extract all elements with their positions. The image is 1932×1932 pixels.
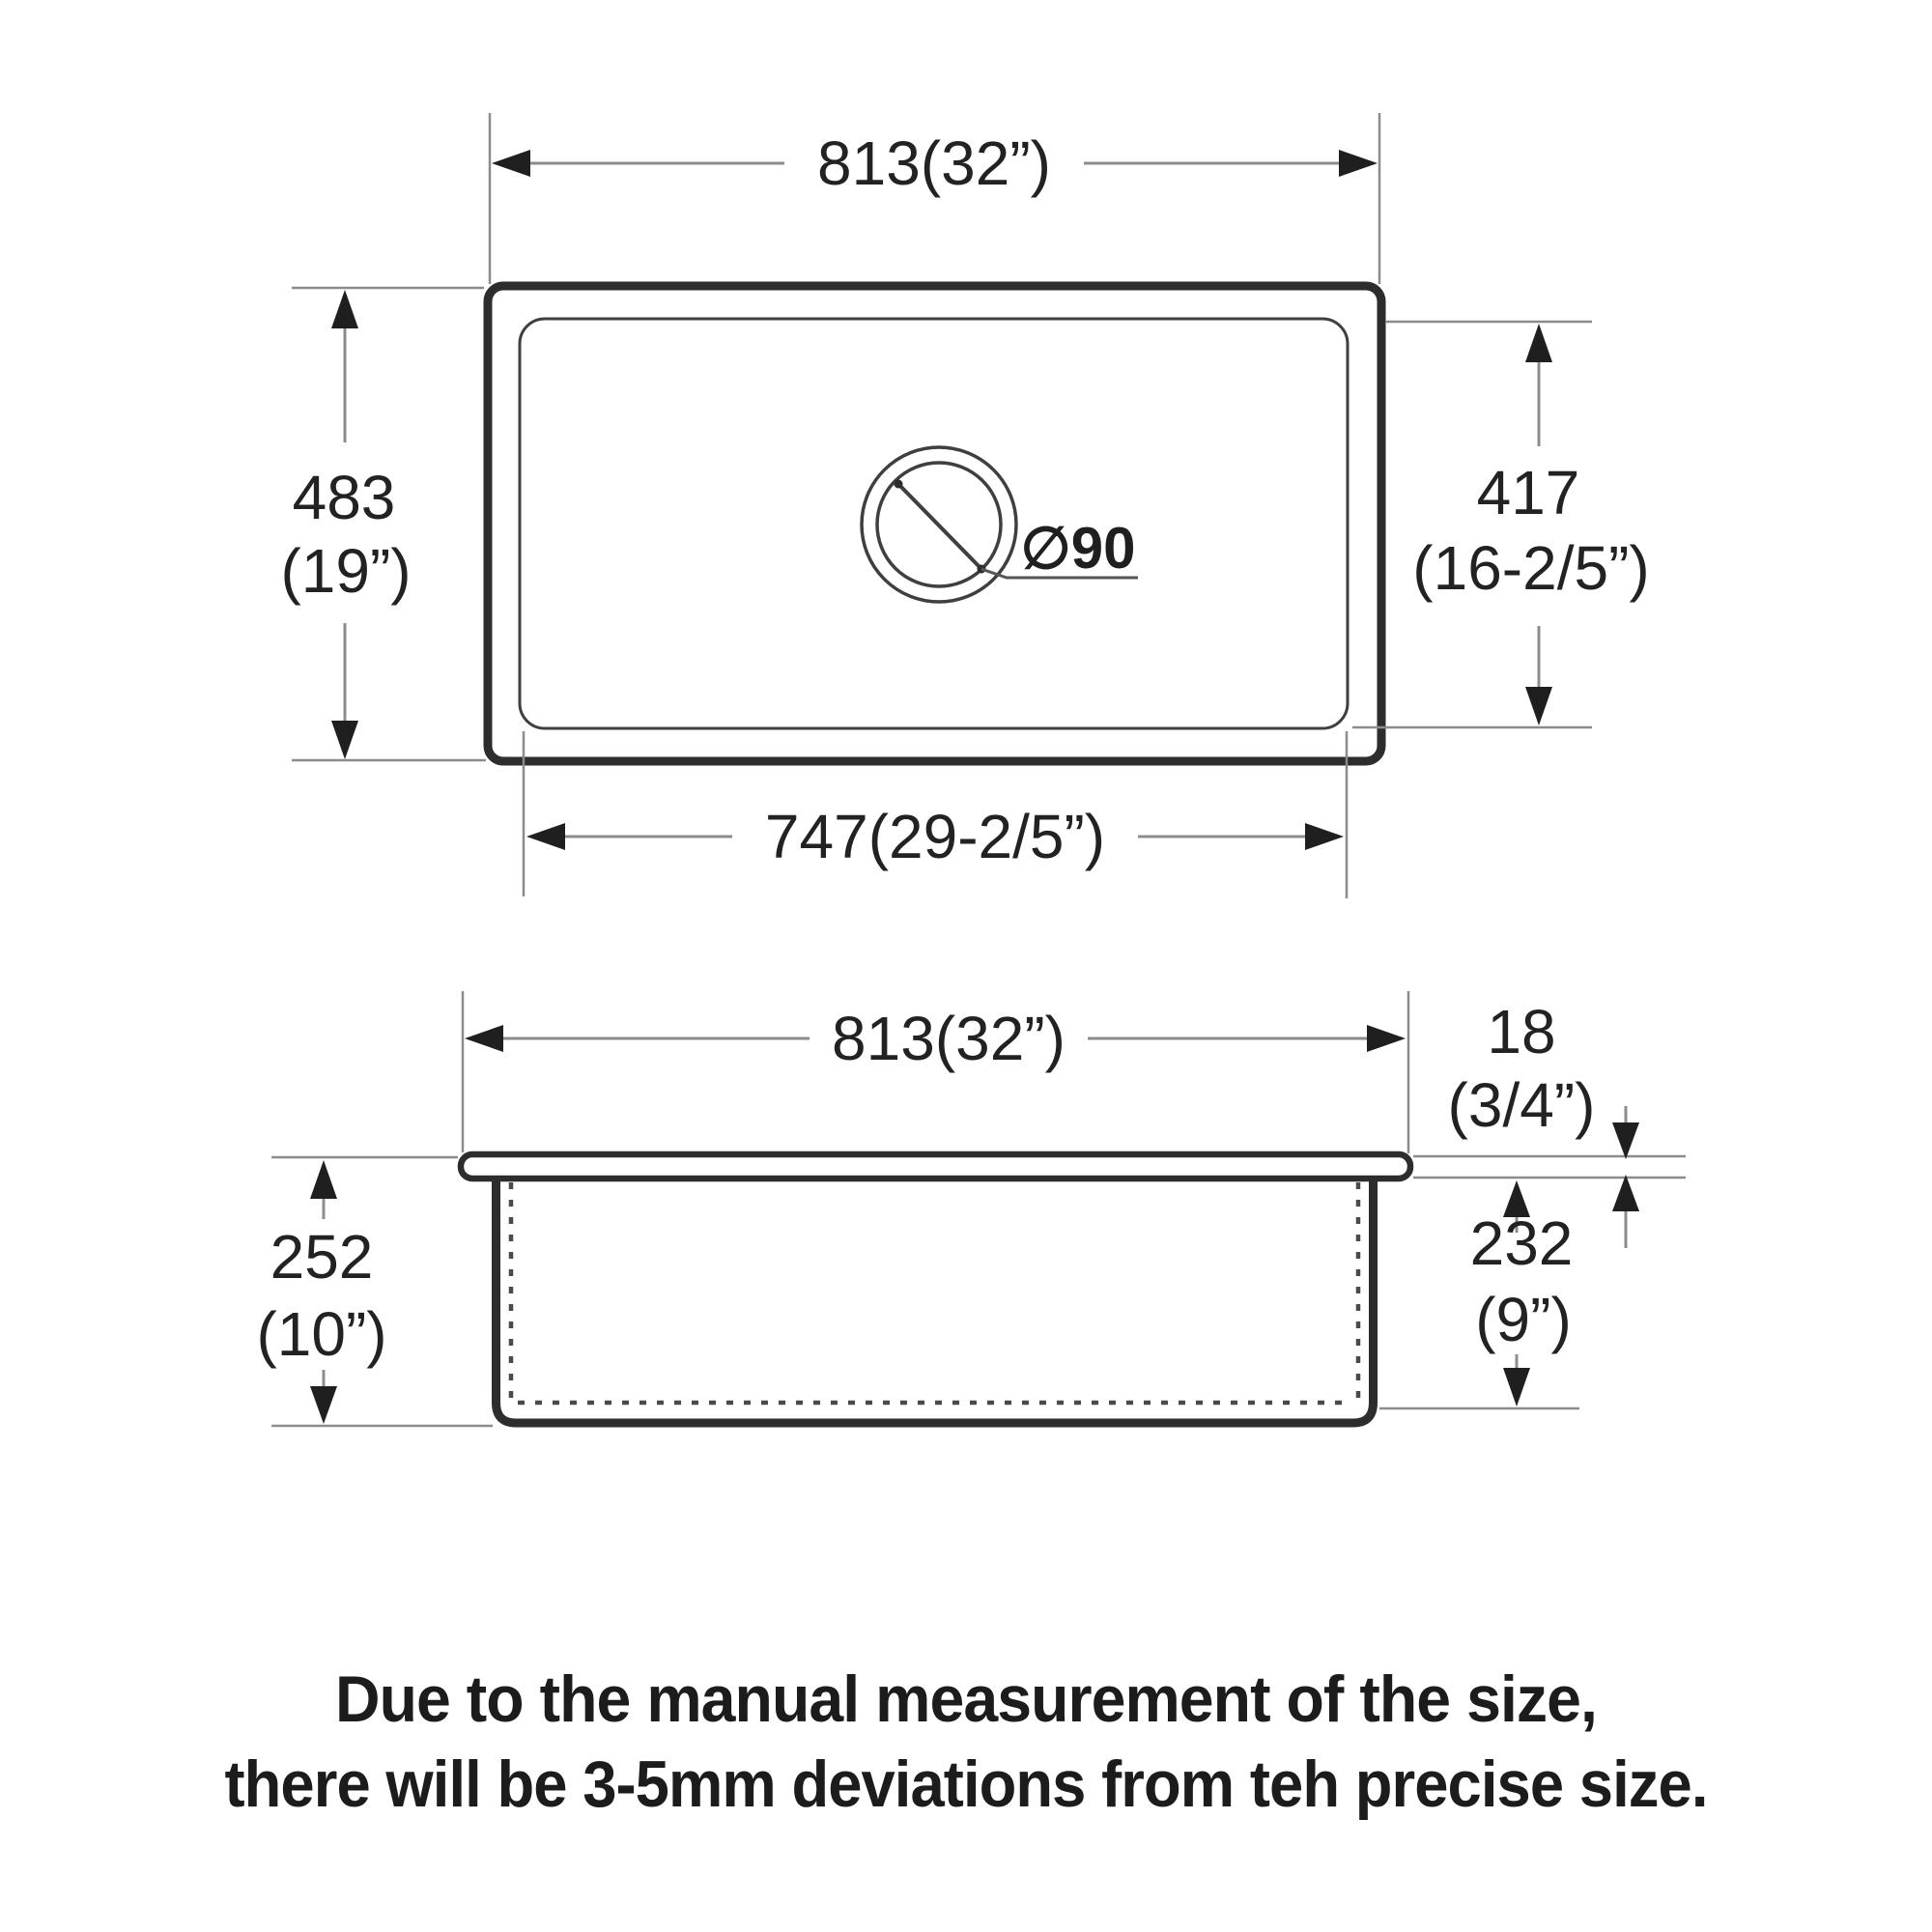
top-view-depth-in-label: (19”): [280, 536, 412, 606]
top-view-width-label: 813(32”): [817, 128, 1051, 198]
arrow-down-icon: [331, 721, 358, 759]
rim-thickness-mm-label: 18: [1487, 997, 1556, 1066]
side-view-width-label: 813(32”): [832, 1004, 1065, 1073]
top-view-depth-dimension: [280, 288, 486, 760]
top-view-bowl-depth-mm-label: 417: [1476, 458, 1580, 527]
side-view-height-dimension: [256, 1157, 493, 1426]
arrow-left-icon: [465, 1025, 503, 1052]
side-view-bowl-depth-dimension: [1379, 1180, 1579, 1408]
arrow-left-icon: [526, 823, 565, 850]
arrow-up-icon: [1612, 1175, 1639, 1211]
arrow-right-icon: [1367, 1025, 1406, 1052]
side-view-rim: [461, 1154, 1410, 1179]
drain-diagonal-dot-start: [895, 480, 903, 489]
top-view-bowl-depth-dimension: [1352, 322, 1650, 727]
top-view: [280, 113, 1649, 898]
overall-height-mm-label: 252: [270, 1222, 374, 1292]
bowl-depth-in-label: (9”): [1475, 1285, 1572, 1354]
caption-line-2: there will be 3-5mm deviations from teh precise size.: [224, 1747, 1708, 1821]
arrow-down-icon: [310, 1386, 337, 1424]
arrow-right-icon: [1339, 150, 1378, 177]
top-view-width-dimension: [490, 113, 1379, 284]
arrow-up-icon: [310, 1160, 337, 1199]
top-view-bowl-depth-in-label: (16-2/5”): [1412, 533, 1650, 603]
overall-height-in-label: (10”): [256, 1299, 387, 1369]
arrow-right-icon: [1305, 823, 1344, 850]
arrow-up-icon: [331, 290, 358, 328]
arrow-left-icon: [492, 150, 530, 177]
side-view-body: [497, 1175, 1374, 1423]
caption-line-1: Due to the manual measurement of the size,: [335, 1662, 1597, 1736]
arrow-up-icon: [1525, 324, 1552, 362]
arrow-down-icon: [1612, 1122, 1639, 1159]
top-view-depth-mm-label: 483: [292, 463, 396, 532]
side-view-width-dimension: [463, 991, 1408, 1153]
top-view-bowl-width-label: 747(29-2/5”): [764, 802, 1106, 871]
arrow-down-icon: [1525, 687, 1552, 725]
bowl-depth-mm-label: 232: [1469, 1208, 1574, 1278]
caption: [225, 1662, 1708, 1821]
side-view: [256, 991, 1686, 1426]
drain-diameter-label: ∅90: [1020, 516, 1136, 581]
rim-thickness-in-label: (3/4”): [1447, 1070, 1596, 1140]
arrow-down-icon: [1503, 1368, 1530, 1406]
